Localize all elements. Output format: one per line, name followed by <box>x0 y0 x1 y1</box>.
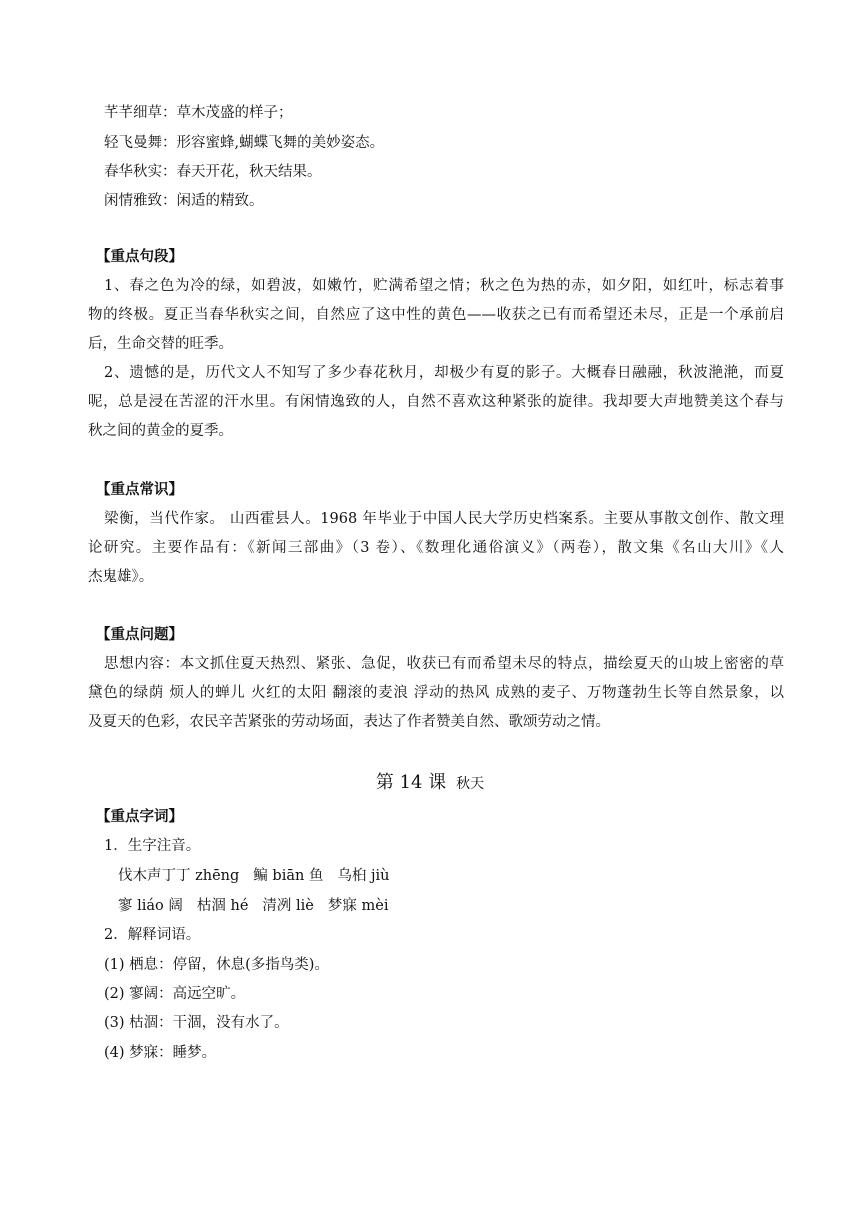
paragraph-line: 秋之间的黄金的夏季。 <box>88 423 233 439</box>
paragraph-line: 后，生命交替的旺季。 <box>88 336 233 352</box>
definition-item: (2) 寥阔：高远空旷。 <box>104 986 246 1002</box>
paragraph-line: 杰鬼雄》。 <box>88 569 154 585</box>
pinyin-entry: 梦寐 mèi <box>327 898 389 914</box>
paragraph-line: 思想内容：本文抓住夏天热烈、紧张、急促，收获已有而希望未尽的特点，描绘夏天的山坡上密密的草 <box>104 656 784 672</box>
vocab-line: 轻飞曼舞：形容蜜蜂,蝴蝶飞舞的美妙姿态。 <box>104 135 385 151</box>
pinyin-entry: 鳊 biān 鱼 <box>253 868 324 884</box>
lesson-title <box>0 770 860 797</box>
paragraph-line: 1、春之色为冷的绿，如碧波，如嫩竹，贮满希望之情；秋之色为热的赤，如夕阳，如红叶，标志着事 <box>104 278 784 294</box>
paragraph-line: 论研究。主要作品有：《新闻三部曲》（3 卷）、《数理化通俗演义》（两卷），散文集《名山大川》《人 <box>88 540 784 556</box>
section-heading-key-questions: 【重点问题】 <box>96 626 183 643</box>
paragraph-line: 物的终极。夏正当春华秋实之间，自然应了这中性的黄色——收获之已有而希望还未尽，正是一个承前启 <box>88 307 784 323</box>
section-heading-key-words: 【重点字词】 <box>96 808 183 825</box>
paragraph-line: 黛色的绿荫 烦人的蝉儿 火红的太阳 翻滚的麦浪 浮动的热风 成熟的麦子、万物蓬勃生长等自然景象，以 <box>88 685 784 701</box>
definition-item: (3) 枯涸：干涸，没有水了。 <box>104 1015 289 1031</box>
section-heading-key-knowledge: 【重点常识】 <box>96 481 183 498</box>
pinyin-entry: 枯涸 hé <box>196 898 249 914</box>
pinyin-entry: 寥 liáo 阔 <box>118 898 183 914</box>
definition-item: (4) 梦寐：睡梦。 <box>104 1045 217 1061</box>
paragraph-line: 梁衡，当代作家。 山西霍县人。1968 年毕业于中国人民大学历史档案系。主要从事散文创作、散文理 <box>104 511 784 527</box>
vocab-line: 芊芊细草：草木茂盛的样子； <box>104 105 293 121</box>
pinyin-row <box>118 866 404 886</box>
section-heading-key-sentences: 【重点句段】 <box>96 248 183 265</box>
paragraph-line: 2、遗憾的是，历代文人不知写了多少春花秋月，却极少有夏的影子。大概春日融融，秋波滟滟，而夏 <box>104 365 784 381</box>
pinyin-entry: 伐木声丁丁 zhēng <box>118 868 240 884</box>
pinyin-row <box>118 896 402 916</box>
pinyin-entry: 乌桕 jiù <box>337 868 390 884</box>
lesson-subtitle: 秋天 <box>456 776 485 792</box>
vocab-line: 闲情雅致：闲适的精致。 <box>104 193 264 209</box>
paragraph-line: 呢，总是浸在苦涩的汗水里。有闲情逸致的人，自然不喜欢这种紧张的旋律。我却要大声地赞美这个春与 <box>88 394 784 410</box>
lesson-number: 第 14 课 <box>375 772 447 793</box>
paragraph-line: 及夏天的色彩，农民辛苦紧张的劳动场面，表达了作者赞美自然、歌颂劳动之情。 <box>88 714 610 730</box>
list-item: 2．解释词语。 <box>104 927 201 943</box>
list-item: 1．生字注音。 <box>104 838 201 854</box>
vocab-line: 春华秋实：春天开花，秋天结果。 <box>104 164 322 180</box>
pinyin-entry: 清冽 liè <box>262 898 314 914</box>
definition-item: (1) 栖息：停留，休息(多指鸟类)。 <box>104 957 329 973</box>
